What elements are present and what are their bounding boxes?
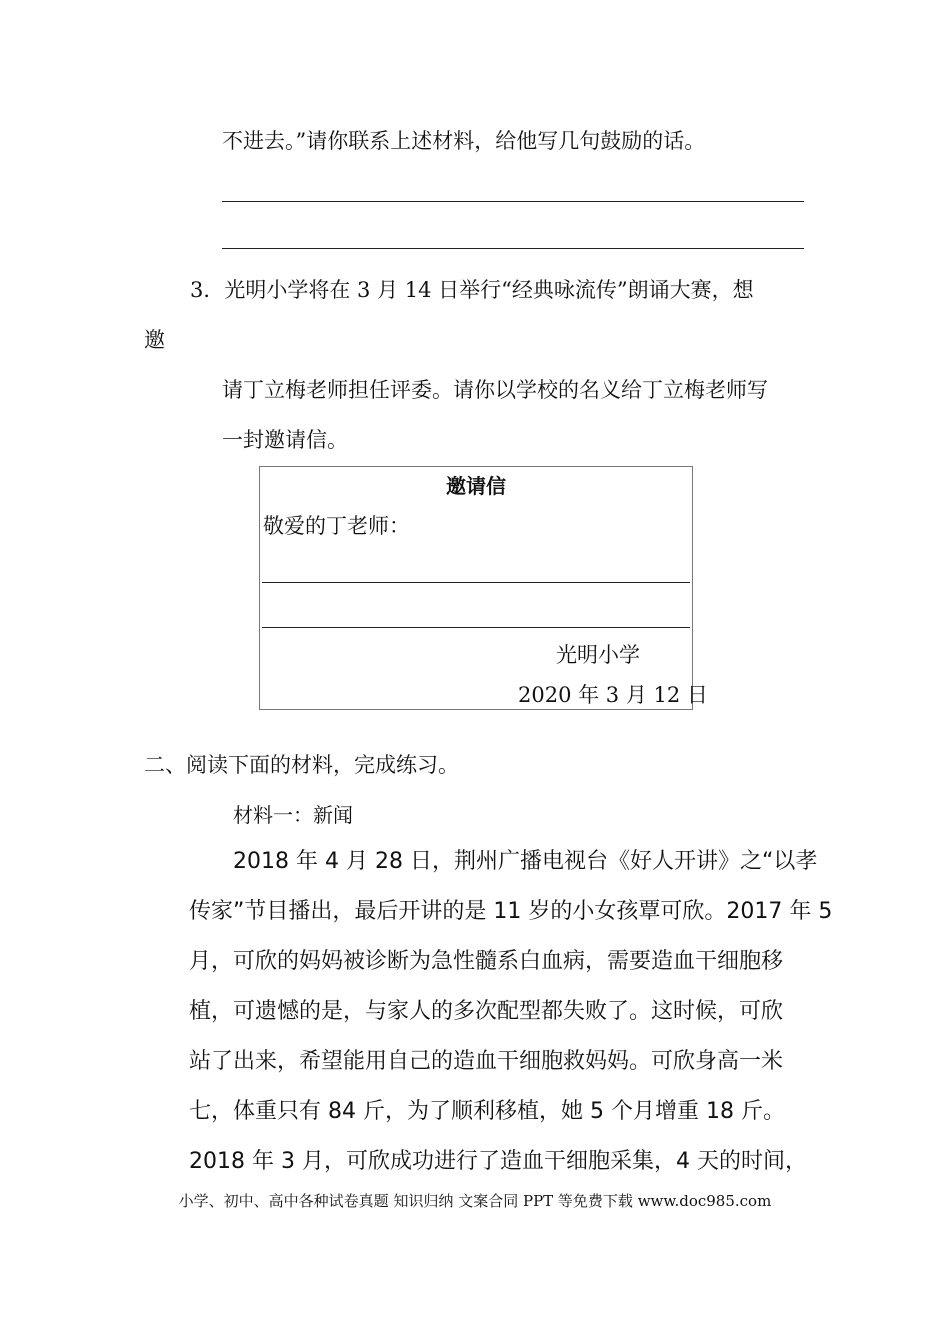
question-3-line-1: 3．光明小学将在 3 月 14 日举行“经典咏流传”朗诵大赛，想 xyxy=(190,278,754,302)
letter-title: 邀请信 xyxy=(446,474,506,498)
news-line: 2018 年 4 月 28 日，荆州广播电视台《好人开讲》之“以孝 xyxy=(233,849,818,874)
news-line: 月，可欣的妈妈被诊断为急性髓系白血病，需要造血干细胞移 xyxy=(189,949,784,974)
news-line: 七，体重只有 84 斤，为了顺利移植，她 5 个月增重 18 斤。 xyxy=(189,1099,785,1124)
news-line: 站了出来，希望能用自己的造血干细胞救妈妈。可欣身高一米 xyxy=(189,1049,784,1074)
news-line: 2018 年 3 月，可欣成功进行了造血干细胞采集，4 天的时间， xyxy=(189,1149,807,1174)
answer-line[interactable] xyxy=(222,201,804,202)
letter-salutation: 敬爱的丁老师： xyxy=(263,514,410,538)
section-2-heading: 二、阅读下面的材料，完成练习。 xyxy=(144,753,459,777)
question-3-line-2: 请丁立梅老师担任评委。请你以学校的名义给丁立梅老师写 xyxy=(222,378,768,402)
material-label: 材料一：新闻 xyxy=(233,803,353,827)
question-2-continuation: 不进去。”请你联系上述材料，给他写几句鼓励的话。 xyxy=(222,129,706,153)
question-3-line-3: 一封邀请信。 xyxy=(222,428,348,452)
letter-writing-line[interactable] xyxy=(262,627,690,628)
page-footer: 小学、初中、高中各种试卷真题 知识归纳 文案合同 PPT 等免费下载 www.doc985.com xyxy=(178,1192,772,1210)
letter-signature: 光明小学 xyxy=(556,643,640,667)
answer-line[interactable] xyxy=(222,248,804,249)
question-3-line-1-wrap: 邀 xyxy=(144,328,165,352)
invitation-letter-box xyxy=(259,466,708,710)
letter-date: 2020 年 3 月 12 日 xyxy=(518,683,708,707)
news-line: 传家”节目播出，最后开讲的是 11 岁的小女孩覃可欣。2017 年 5 xyxy=(189,899,833,924)
news-line: 植，可遗憾的是，与家人的多次配型都失败了。这时候，可欣 xyxy=(189,999,784,1024)
letter-writing-line[interactable] xyxy=(262,582,690,583)
